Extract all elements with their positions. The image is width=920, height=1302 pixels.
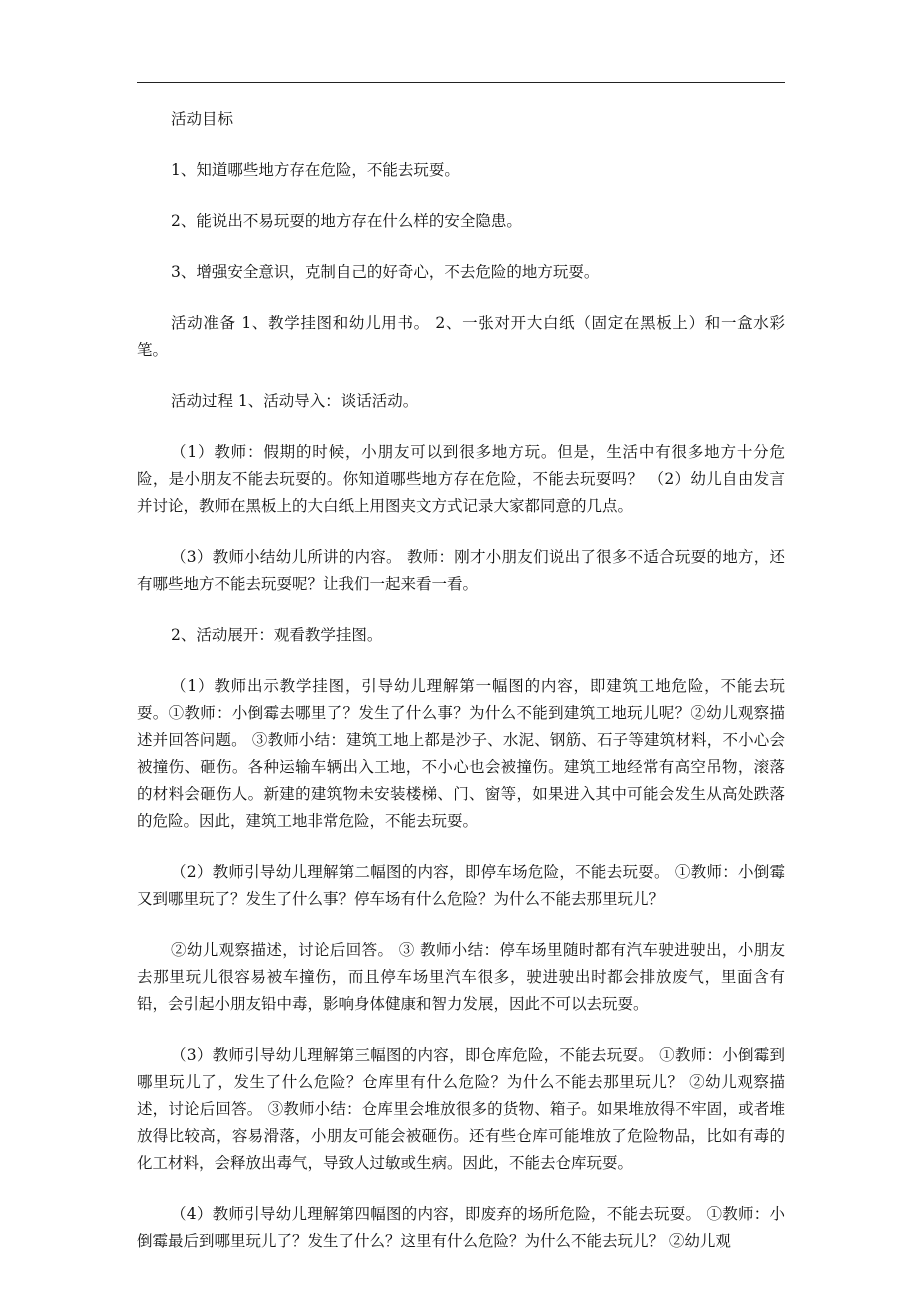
activity-preparation: 活动准备 1、教学挂图和幼儿用书。 2、一张对开大白纸（固定在黑板上）和一盒水彩笔。: [137, 314, 785, 359]
process-step-1: （1）教师：假期的时候，小朋友可以到很多地方玩。但是，生活中有很多地方十分危险，是小朋友不能去玩耍的。你知道哪些地方存在危险，不能去玩耍吗？ （2）幼儿自由发言并讨论，教师在黑板上的大白纸上用图夹文方式记录大家都同意的几点。: [137, 443, 785, 515]
picture-1-paragraph: （1）教师出示教学挂图，引导幼儿理解第一幅图的内容，即建筑工地危险，不能去玩耍。①教师：小倒霉去哪里了？发生了什么事？为什么不能到建筑工地玩儿呢？②幼儿观察描述并回答问题。 ③教师小结：建筑工地上都是沙子、水泥、钢筋、石子等建筑材料，不小心会被撞伤、砸伤。各种运输车辆出入工地，不小心也会被撞伤。建筑工地经常有高空吊物，滚落的材料会砸伤人。新建的建筑物未安装楼梯、门、窗等，如果进入其中可能会发生从高处跌落的危险。因此，建筑工地非常危险，不能去玩耍。: [137, 677, 785, 830]
picture-2-paragraph: （2）教师引导幼儿理解第二幅图的内容，即停车场危险，不能去玩耍。 ①教师：小倒霉又到哪里玩了？发生了什么事？停车场有什么危险？为什么不能去那里玩儿？: [137, 863, 785, 908]
activity-process-intro: 活动过程 1、活动导入：谈话活动。: [171, 392, 419, 410]
goal-item-1: 1、知道哪些地方存在危险，不能去玩耍。: [171, 161, 460, 179]
picture-4-paragraph: （4）教师引导幼儿理解第四幅图的内容，即废弃的场所危险，不能去玩耍。 ①教师：小倒霉最后到哪里玩儿了？发生了什么？这里有什么危险？为什么不能去玩儿？ ②幼儿观: [137, 1205, 785, 1250]
activity-expand-heading: 2、活动展开：观看教学挂图。: [171, 626, 383, 644]
picture-2-summary: ②幼儿观察描述，讨论后回答。 ③ 教师小结：停车场里随时都有汽车驶进驶出，小朋友去那里玩儿很容易被车撞伤，而且停车场里汽车很多，驶进驶出时都会排放废气，里面含有铅，会引起小朋友铅中毒，影响身体健康和智力发展，因此不可以去玩耍。: [137, 941, 785, 1013]
document-body: [137, 106, 785, 1279]
heading-activity-goals: 活动目标: [171, 110, 234, 128]
process-step-3: （3）教师小结幼儿所讲的内容。 教师：刚才小朋友们说出了很多不适合玩耍的地方，还有哪些地方不能去玩耍呢？让我们一起来看一看。: [137, 548, 785, 593]
picture-3-paragraph: （3）教师引导幼儿理解第三幅图的内容，即仓库危险，不能去玩耍。 ①教师：小倒霉到哪里玩儿了，发生了什么危险？仓库里有什么危险？为什么不能去那里玩儿？ ②幼儿观察描述，讨论后回答。 ③教师小结：仓库里会堆放很多的货物、箱子。如果堆放得不牢固，或者堆放得比较高，容易滑落，小朋友可能会被砸伤。还有些仓库可能堆放了危险物品，比如有毒的化工材料，会释放出毒气，导致人过敏或生病。因此，不能去仓库玩耍。: [137, 1046, 785, 1172]
goal-item-3: 3、增强安全意识，克制自己的好奇心，不去危险的地方玩耍。: [171, 263, 600, 281]
header-rule: [137, 82, 785, 83]
goal-item-2: 2、能说出不易玩耍的地方存在什么样的安全隐患。: [171, 212, 522, 230]
